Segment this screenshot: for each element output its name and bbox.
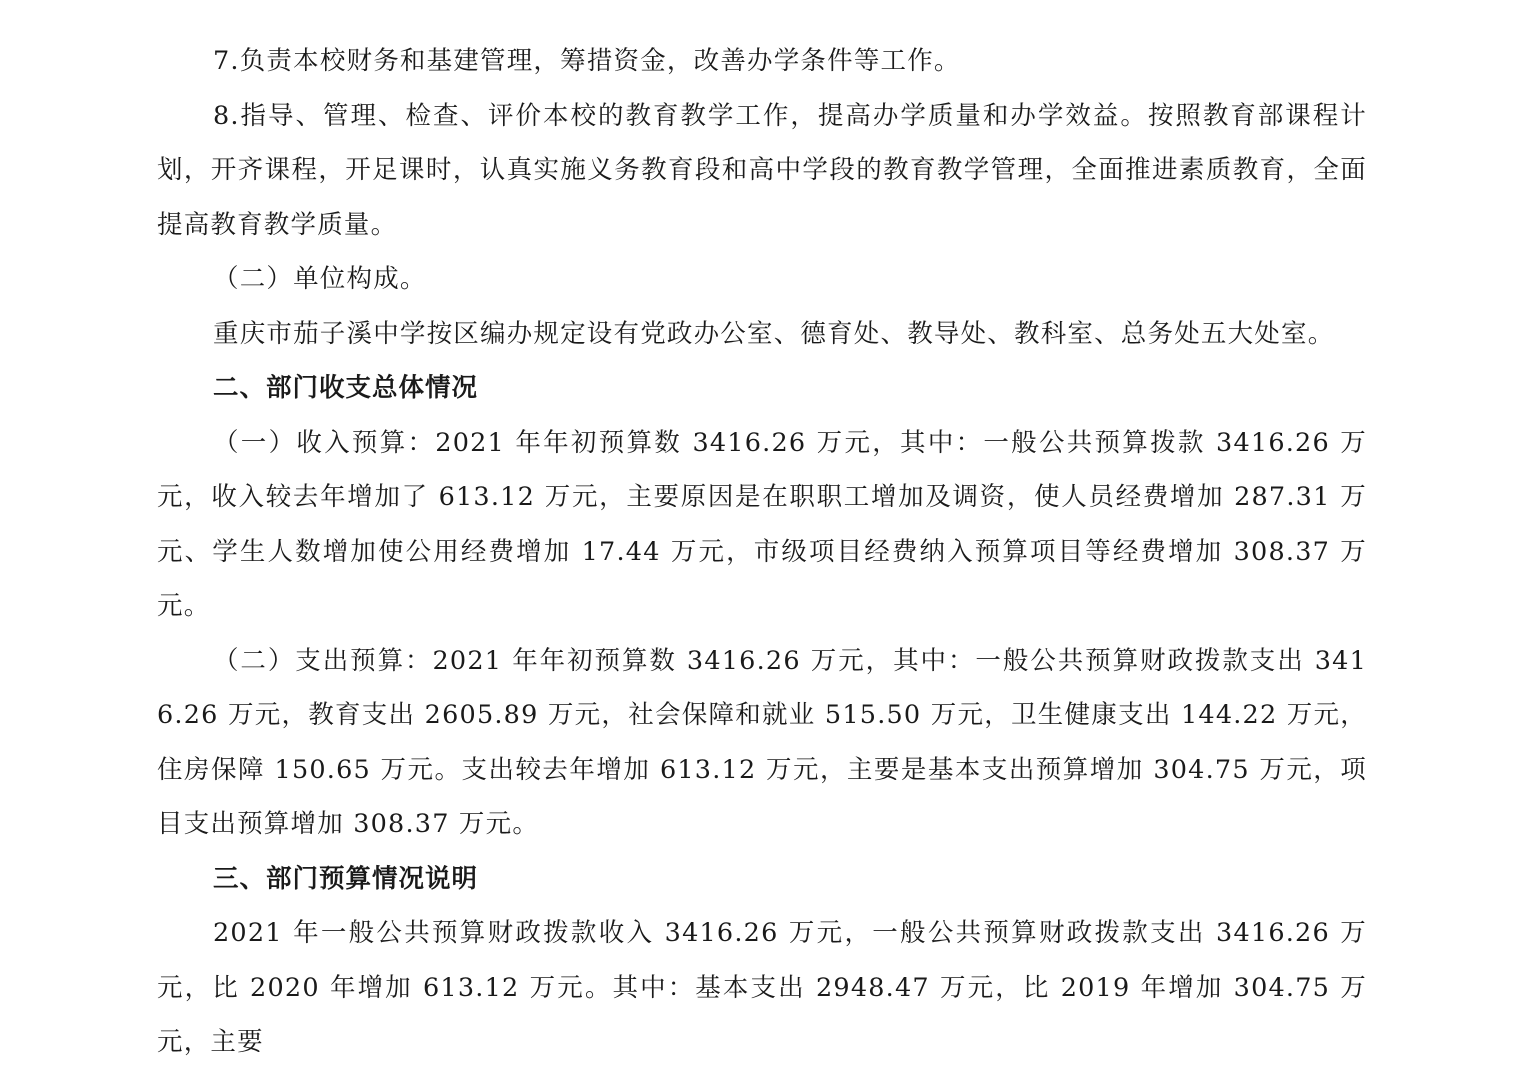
paragraph-budget-explanation: 2021 年一般公共预算财政拨款收入 3416.26 万元，一般公共预算财政拨款支出 3416.26 万元，比 2020 年增加 613.12 万元。其中：基本支出 2948.47 万元，比 2019 年增加 304.75 万元，主要 xyxy=(157,918,1367,1057)
section-heading-budget-explanation: 三、部门预算情况说明 xyxy=(213,863,479,894)
paragraph-income-budget: （一）收入预算：2021 年年初预算数 3416.26 万元，其中：一般公共预算拨款 3416.26 万元，收入较去年增加了 613.12 万元，主要原因是在职职工增加及调资，使人员经费增加 287.31 万元、学生人数增加使公用经费增加 17.44 万元，市级项目经费纳入预算项目等经费增加 308.37 万元。 xyxy=(157,427,1367,621)
subsection-heading-unit-composition: （二）单位构成。 xyxy=(213,264,427,294)
paragraph-item-8: 8.指导、管理、检查、评价本校的教育教学工作，提高办学质量和办学效益。按照教育部课程计划，开齐课程，开足课时，认真实施义务教育段和高中学段的教育教学管理，全面推进素质教育，全面提高教育教学质量。 xyxy=(157,100,1367,240)
paragraph-item-7: 7.负责本校财务和基建管理，筹措资金，改善办学条件等工作。 xyxy=(213,46,961,76)
section-heading-income-expenditure: 二、部门收支总体情况 xyxy=(213,373,479,403)
paragraph-unit-composition: 重庆市茄子溪中学按区编办规定设有党政办公室、德育处、教导处、教科室、总务处五大处室。 xyxy=(213,318,1335,349)
document-page xyxy=(157,34,1367,1070)
paragraph-expenditure-budget: （二）支出预算：2021 年年初预算数 3416.26 万元，其中：一般公共预算财政拨款支出 3416.26 万元，教育支出 2605.89 万元，社会保障和就业 515.50 万元，卫生健康支出 144.22 万元，住房保障 150.65 万元。支出较去年增加 613.12 万元，主要是基本支出预算增加 304.75 万元，项目支出预算增加 308.37 万元。 xyxy=(157,645,1367,839)
